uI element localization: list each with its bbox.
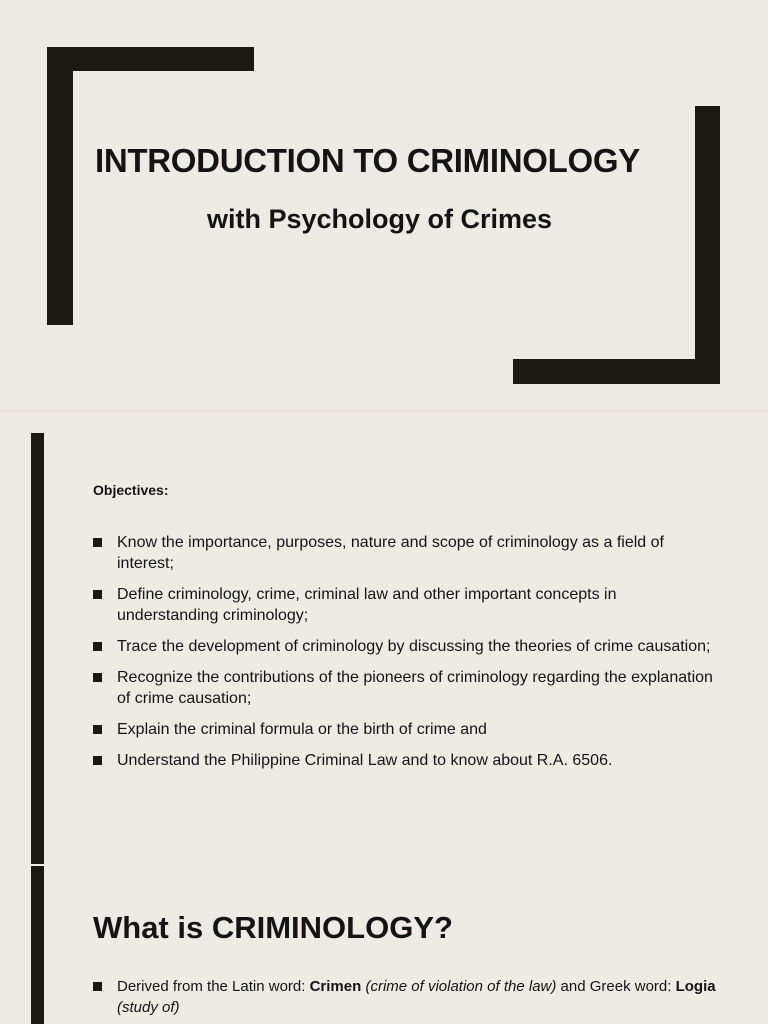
square-bullet-icon (93, 590, 102, 599)
definition-text-part2: and Greek word: (556, 978, 676, 995)
list-item (93, 636, 713, 657)
objective-text: Know the importance, purposes, nature and scope of criminology as a field of interest; (117, 534, 664, 572)
latin-word-meaning: (crime of violation of the law) (365, 978, 557, 995)
definition-slide (0, 866, 768, 1024)
objective-text: Define criminology, crime, criminal law and other important concepts in understanding criminology; (117, 586, 617, 624)
list-item (93, 532, 713, 574)
left-accent-bar (31, 433, 44, 864)
slide-title: INTRODUCTION TO CRIMINOLOGY (95, 142, 640, 179)
greek-word-meaning: (study of) (117, 999, 180, 1016)
list-item (93, 667, 713, 709)
objective-text: Recognize the contributions of the pioneers of criminology regarding the explanation of crime causation; (117, 669, 713, 707)
list-item (93, 584, 713, 626)
objectives-list (93, 532, 713, 781)
list-item (93, 719, 713, 740)
corner-bracket-bottom-right-horizontal (513, 359, 720, 384)
objective-text: Trace the development of criminology by discussing the theories of crime causation; (117, 638, 711, 655)
corner-bracket-top-left-vertical (47, 47, 73, 325)
definition-bullet (93, 976, 727, 1018)
greek-word: Logia (675, 978, 716, 995)
definition-text-part1: Derived from the Latin word: (117, 978, 310, 995)
square-bullet-icon (93, 982, 102, 991)
objectives-heading: Objectives: (93, 482, 169, 498)
title-slide (0, 0, 768, 410)
latin-word: Crimen (309, 978, 362, 995)
list-item (93, 750, 713, 771)
objectives-slide (0, 412, 768, 864)
left-accent-bar (31, 866, 44, 1024)
square-bullet-icon (93, 642, 102, 651)
objective-text: Explain the criminal formula or the birth of crime and (117, 721, 487, 738)
square-bullet-icon (93, 725, 102, 734)
corner-bracket-top-left-horizontal (47, 47, 254, 71)
objective-text: Understand the Philippine Criminal Law and to know about R.A. 6506. (117, 752, 613, 769)
slide-subtitle: with Psychology of Crimes (207, 204, 553, 234)
square-bullet-icon (93, 756, 102, 765)
square-bullet-icon (93, 538, 102, 547)
square-bullet-icon (93, 673, 102, 682)
section-heading: What is CRIMINOLOGY? (93, 910, 453, 945)
